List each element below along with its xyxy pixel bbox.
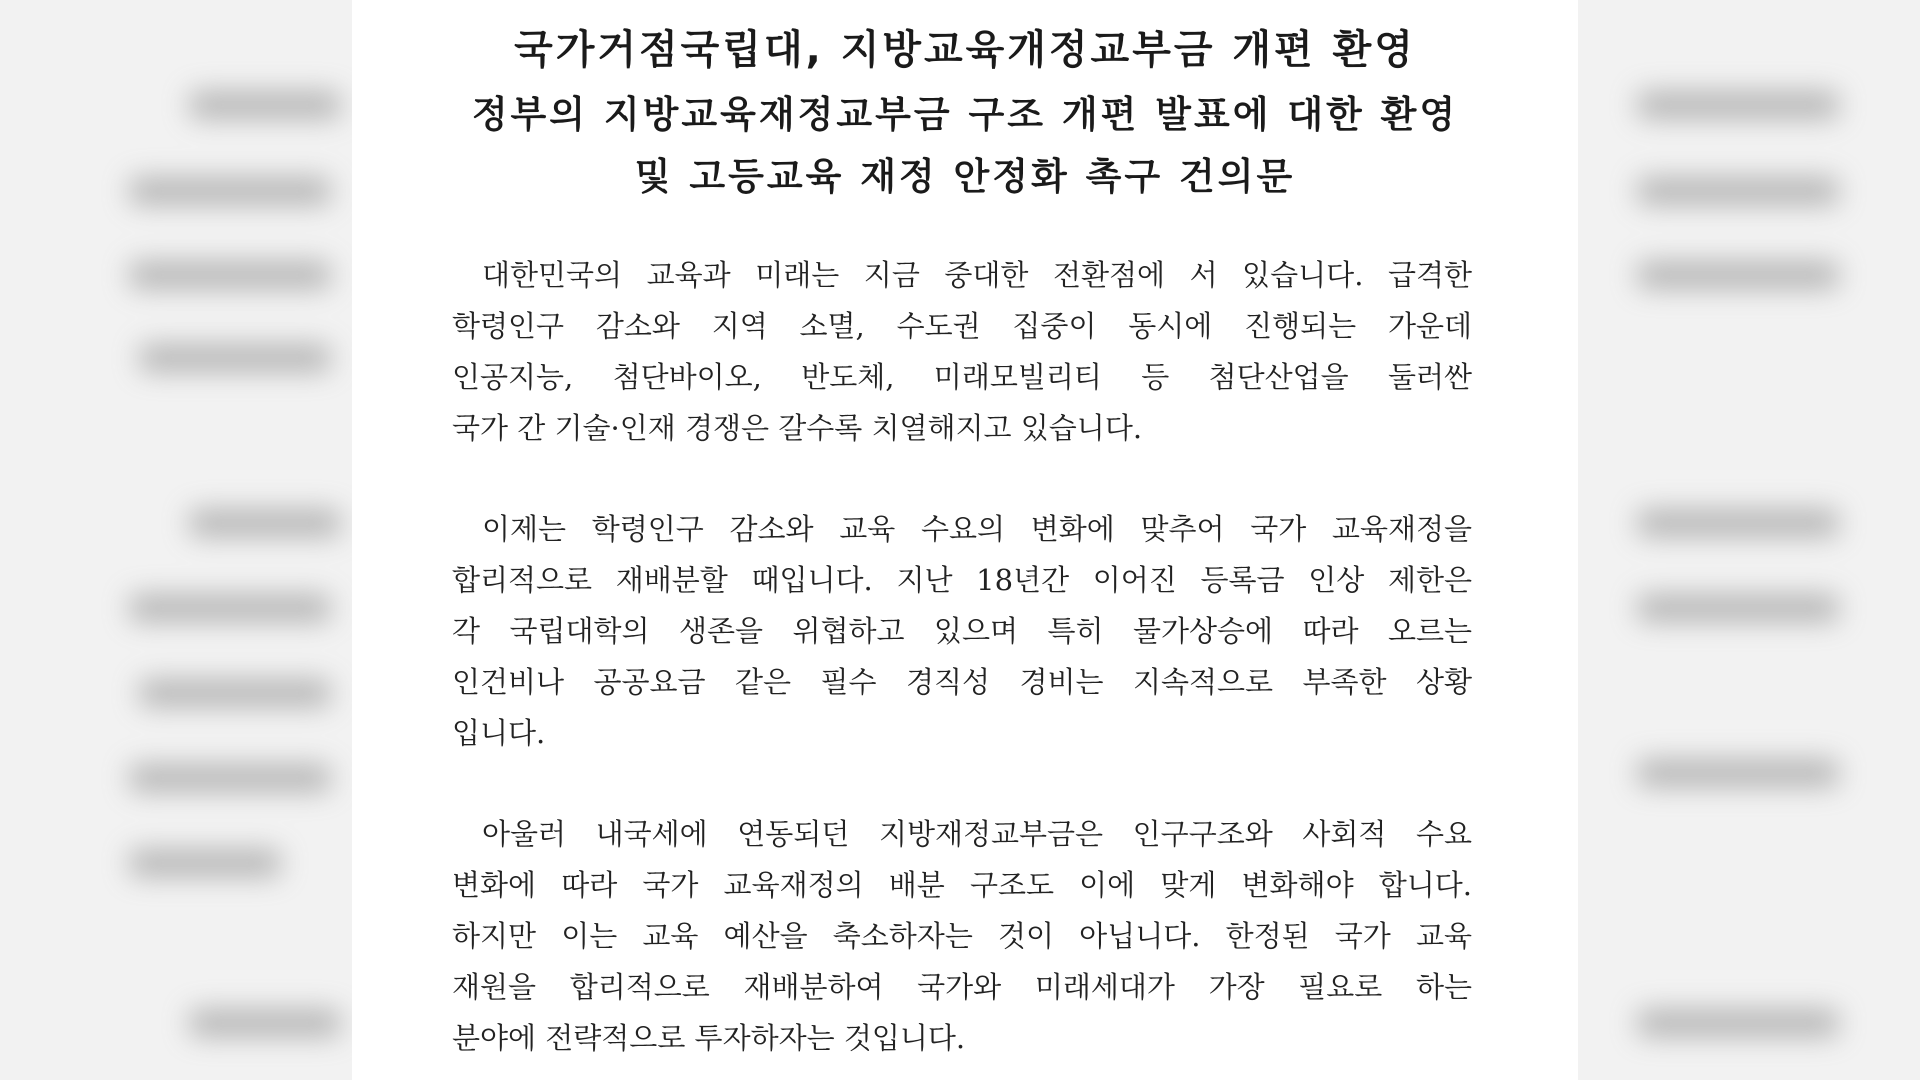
paragraph-line: 대한민국의 교육과 미래는 지금 중대한 전환점에 서 있습니다. 급격한 [482, 258, 1472, 292]
subtitle-line-1: 정부의 지방교육재정교부금 구조 개편 발표에 대한 환영 [471, 93, 1459, 136]
blurred-background-left [0, 0, 352, 1080]
paragraph-line: 국가 간 기술·인재 경쟁은 갈수록 치열해지고 있습니다. [452, 411, 1143, 445]
blurred-background-right [1578, 0, 1920, 1080]
headline: 국가거점국립대, 지방교육개정교부금 개편 환영 [514, 27, 1416, 73]
subtitle-line-2: 및 고등교육 재정 안정화 촉구 건의문 [634, 155, 1296, 198]
paragraph-line: 분야에 전략적으로 투자하자는 것입니다. [452, 1021, 966, 1055]
paragraph-line: 이제는 학령인구 감소와 교육 수요의 변화에 맞추어 국가 교육재정을 [482, 512, 1472, 546]
paragraph-line: 변화에 따라 국가 교육재정의 배분 구조도 이에 맞게 변화해야 합니다. [452, 868, 1472, 902]
paragraph-1 [452, 250, 1472, 454]
paragraph-line: 하지만 이는 교육 예산을 축소하자는 것이 아닙니다. 한정된 국가 교육 [452, 919, 1472, 953]
paragraph-3 [452, 809, 1472, 1064]
document-page [352, 0, 1578, 1080]
paragraph-line: 합리적으로 재배분할 때입니다. 지난 18년간 이어진 등록금 인상 제한은 [452, 563, 1472, 597]
document-body [452, 250, 1472, 1080]
paragraph-line: 아울러 내국세에 연동되던 지방재정교부금은 인구구조와 사회적 수요 [482, 817, 1472, 851]
paragraph-line: 입니다. [452, 716, 546, 750]
paragraph-line: 재원을 합리적으로 재배분하여 국가와 미래세대가 가장 필요로 하는 [452, 970, 1472, 1004]
paragraph-line: 인건비나 공공요금 같은 필수 경직성 경비는 지속적으로 부족한 상황 [452, 665, 1472, 699]
paragraph-line: 학령인구 감소와 지역 소멸, 수도권 집중이 동시에 진행되는 가운데 [452, 309, 1472, 343]
paragraph-line: 각 국립대학의 생존을 위협하고 있으며 특히 물가상승에 따라 오르는 [452, 614, 1472, 648]
paragraph-2 [452, 504, 1472, 759]
paragraph-line: 인공지능, 첨단바이오, 반도체, 미래모빌리티 등 첨단산업을 둘러싼 [452, 360, 1472, 394]
